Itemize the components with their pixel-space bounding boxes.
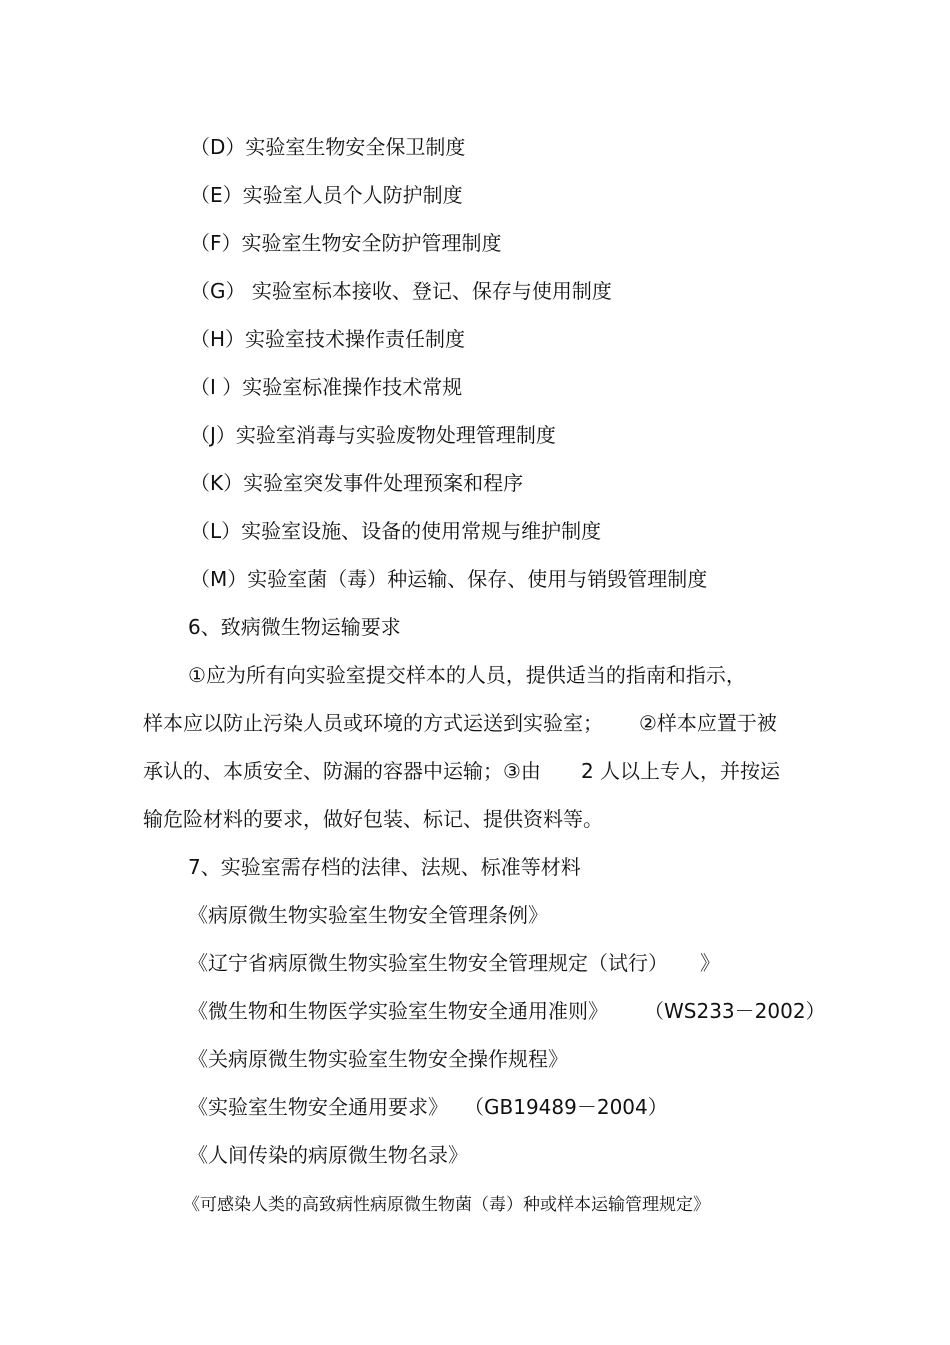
document-reference: [188, 1093, 668, 1121]
document-title: 《实验室生物安全通用要求》: [188, 1095, 448, 1119]
document-code: 》: [700, 951, 720, 975]
list-item: （F）实验室生物安全防护管理制度: [190, 231, 502, 255]
document-title: 《微生物和生物医学实验室生物安全通用准则》: [188, 999, 608, 1023]
paragraph-line: [143, 709, 777, 737]
paragraph-segment: 承认的、本质安全、防漏的容器中运输；③由: [143, 759, 541, 783]
list-item: （K）实验室突发事件处理预案和程序: [190, 471, 524, 495]
section-7-heading: 7、实验室需存档的法律、法规、标准等材料: [188, 855, 581, 879]
document-reference: [188, 949, 720, 977]
document-reference: 《人间传染的病原微生物名录》: [188, 1143, 468, 1167]
paragraph-segment: 2 人以上专人，并按运: [580, 759, 781, 783]
document-reference: [188, 997, 826, 1025]
document-title: 《辽宁省病原微生物实验室生物安全管理规定（试行）: [188, 951, 668, 975]
list-item: （I ）实验室标准操作技术常规: [190, 375, 463, 399]
list-item: （J）实验室消毒与实验废物处理管理制度: [190, 423, 556, 447]
paragraph-line: ①应为所有向实验室提交样本的人员，提供适当的指南和指示，: [188, 663, 746, 687]
list-item: （M）实验室菌（毒）种运输、保存、使用与销毁管理制度: [190, 567, 708, 591]
paragraph-segment: 样本应以防止污染人员或环境的方式运送到实验室；: [143, 711, 603, 735]
document-reference: 《关病原微生物实验室生物安全操作规程》: [188, 1047, 568, 1071]
list-item: （E）实验室人员个人防护制度: [190, 183, 463, 207]
list-item: （H）实验室技术操作责任制度: [190, 327, 466, 351]
document-code: （WS233－2002）: [644, 999, 826, 1023]
document-code: （GB19489－2004）: [464, 1095, 668, 1119]
list-item: （L）实验室设施、设备的使用常规与维护制度: [190, 519, 602, 543]
section-6-heading: 6、致病微生物运输要求: [188, 615, 401, 639]
list-item: （G） 实验室标本接收、登记、保存与使用制度: [190, 279, 612, 303]
paragraph-line: [143, 757, 780, 785]
document-reference: 《病原微生物实验室生物安全管理条例》: [188, 903, 548, 927]
document-reference: 《可感染人类的高致病性病原微生物菌（毒）种或样本运输管理规定》: [183, 1195, 710, 1215]
paragraph-line: 输危险材料的要求，做好包装、标记、提供资料等。: [143, 807, 603, 831]
list-item: （D）实验室生物安全保卫制度: [190, 135, 466, 159]
paragraph-segment: ②样本应置于被: [639, 711, 777, 735]
